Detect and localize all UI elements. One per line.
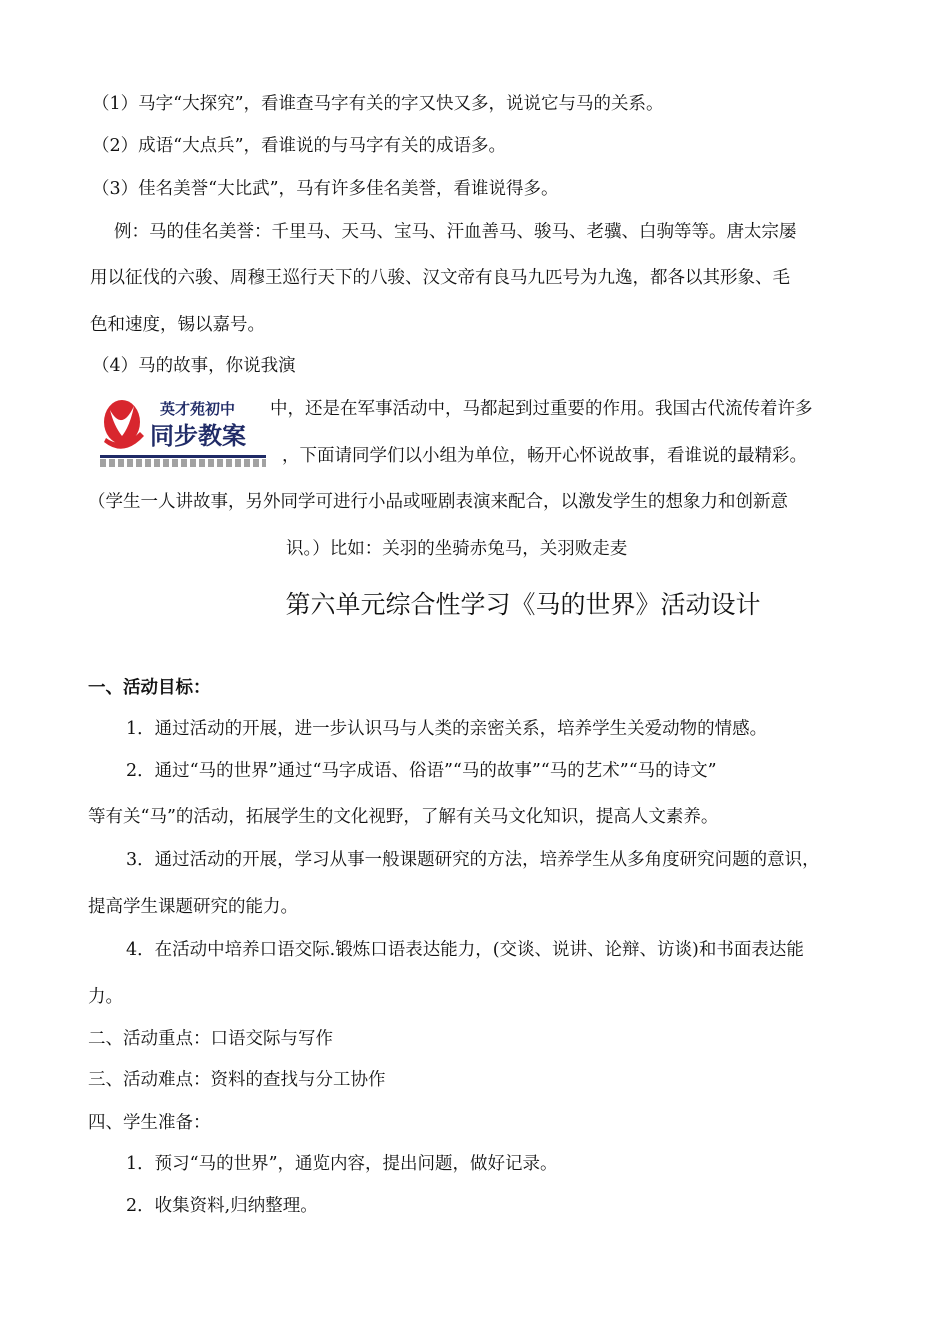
- goal-3-line-2: 提高学生课题研究的能力。: [88, 897, 298, 917]
- activity-item-4: （4）马的故事，你说我演: [92, 356, 296, 376]
- goal-4-line-1: 4．在活动中培养口语交际.锻炼口语表达能力，(交谈、说讲、论辩、访谈)和书面表达能: [126, 940, 804, 960]
- logo-mark-icon: [104, 400, 144, 449]
- activity-item-2: （2）成语“大点兵”，看谁说的与马字有关的成语多。: [92, 136, 507, 156]
- goal-4-line-2: 力。: [88, 987, 123, 1007]
- story-note-line-1: （学生一人讲故事，另外同学可进行小品或哑剧表演来配合，以激发学生的想象力和创新意: [88, 492, 788, 512]
- logo-text-line-1: 英才苑初中: [160, 400, 236, 418]
- example-line-3: 色和速度，锡以嘉号。: [90, 315, 265, 335]
- logo-text-line-2: 同步教案: [150, 422, 246, 450]
- logo-underline: [100, 455, 266, 458]
- activity-item-3: （3）佳名美誉“大比武”，马有许多佳名美誉，看谁说得多。: [92, 179, 559, 199]
- story-line-1: 中，还是在军事活动中，马都起到过重要的作用。我国古代流传着许多: [270, 399, 813, 419]
- goal-3-line-1: 3．通过活动的开展，学习从事一般课题研究的方法，培养学生从多角度研究问题的意识，: [126, 850, 820, 870]
- page-title: 第六单元综合性学习《马的世界》活动设计: [285, 590, 761, 619]
- story-note-line-2: 识。）比如：关羽的坐骑赤兔马，关羽败走麦: [286, 539, 628, 559]
- logo-obscured-text: [100, 459, 266, 467]
- goal-2-line-2: 等有关“马”的活动，拓展学生的文化视野，了解有关马文化知识，提高人文素养。: [88, 807, 719, 827]
- example-line-2: 用以征伐的六骏、周穆王巡行天下的八骏、汉文帝有良马九匹号为九逸，都各以其形象、毛: [90, 268, 790, 288]
- goal-2-line-1: 2．通过“马的世界”通过“马字成语、俗语”“马的故事”“马的艺术”“马的诗文”: [126, 761, 717, 781]
- preparation-2: 2．收集资料,归纳整理。: [126, 1196, 318, 1216]
- section-heading-goals: 一、活动目标：: [88, 678, 211, 698]
- story-line-2: ，下面请同学们以小组为单位，畅开心怀说故事，看谁说的最精彩。: [282, 446, 807, 466]
- section-key-points: 二、活动重点：口语交际与写作: [88, 1029, 333, 1049]
- section-heading-preparation: 四、学生准备：: [88, 1113, 211, 1133]
- activity-item-1: （1）马字“大探究”，看谁查马字有关的字又快又多，说说它与马的关系。: [92, 94, 664, 114]
- section-difficulties: 三、活动难点：资料的查找与分工协作: [88, 1070, 386, 1090]
- goal-1: 1．通过活动的开展，进一步认识马与人类的亲密关系，培养学生关爱动物的情感。: [126, 719, 768, 739]
- preparation-1: 1．预习“马的世界”，通览内容，提出问题，做好记录。: [126, 1154, 558, 1174]
- example-line-1: 例：马的佳名美誉：千里马、天马、宝马、汗血善马、骏马、老骥、白驹等等。唐太宗屡: [114, 222, 797, 242]
